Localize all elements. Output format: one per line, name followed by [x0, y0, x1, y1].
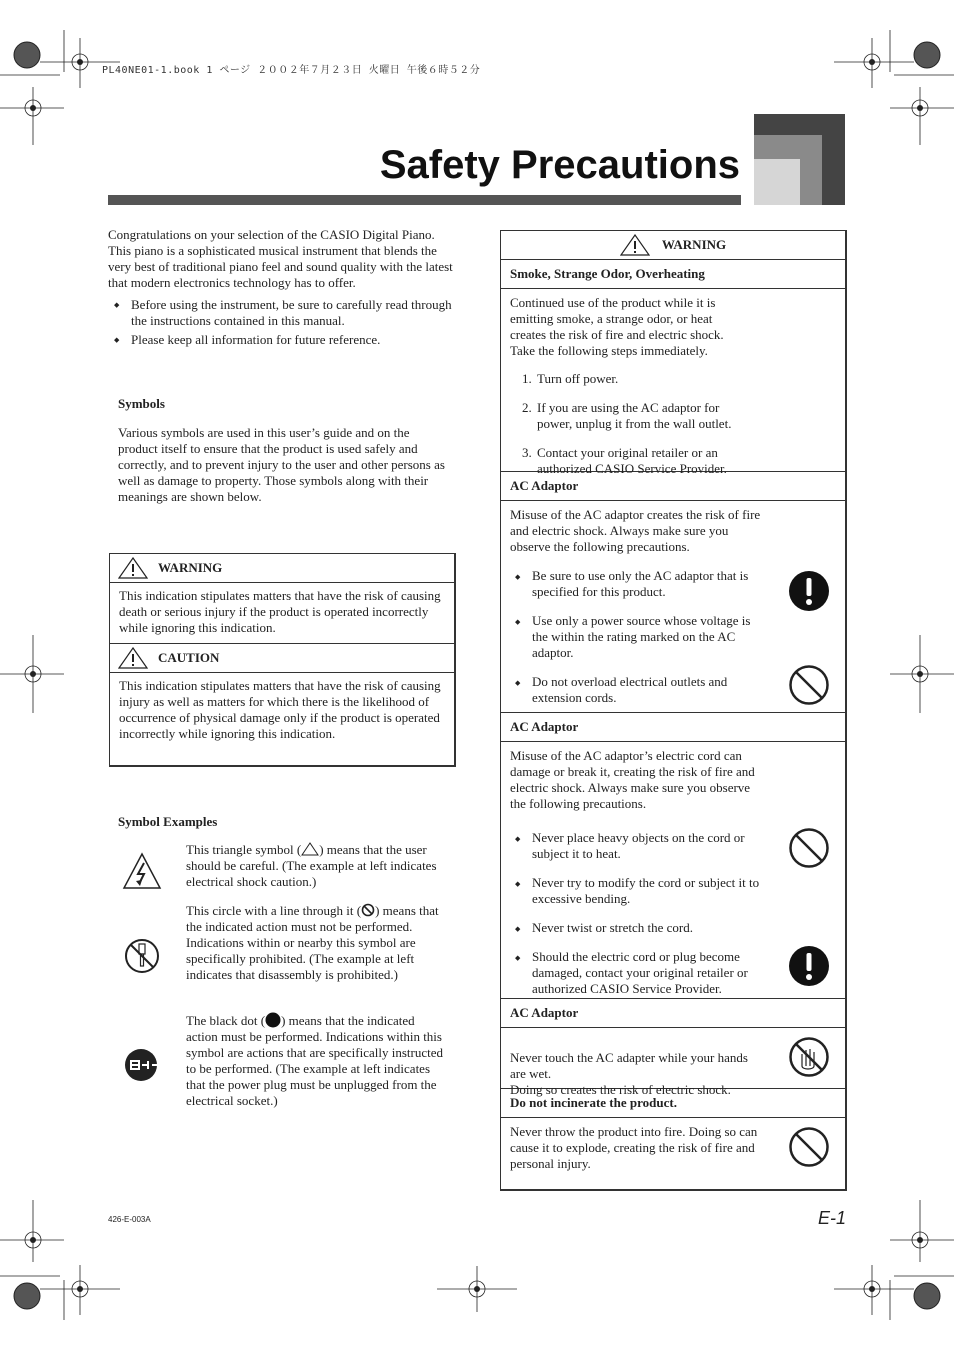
smoke-section-heading: Smoke, Strange Odor, Overheating [501, 260, 845, 289]
wet-hands-section-heading: AC Adaptor [501, 999, 845, 1028]
triangle-example-part1: This triangle symbol ( [186, 842, 302, 857]
triangle-example-part2: ) means that the user should be careful. (The example at left indicates electrical shock caution.) [186, 842, 437, 889]
incinerate-section-heading: Do not incinerate the product. [501, 1089, 845, 1118]
step-number: 3. [522, 445, 532, 460]
intro-bullet: ◆ Before using the instrument, be sure to carefully read through the instructions contained in this manual. [108, 297, 456, 329]
precaution-item: ◆ Never twist or stretch the cord. [510, 920, 762, 936]
smoke-section-text: Continued use of the product while it is emitting smoke, a strange odor, or heat creates the risk of fire and electric shock. Take the following steps immediately. [510, 295, 724, 358]
intro-paragraph: Congratulations on your selection of the CASIO Digital Piano. This piano is a sophisticated musical instrument that blends the very best of traditional piano feel and sound quality with the latest that modern electronics technology has to offer. [108, 227, 453, 290]
warning-label: WARNING [661, 237, 727, 252]
precaution-item: ◆ Do not overload electrical outlets and extension cords. [510, 674, 762, 706]
dot-example-part1: The black dot ( [186, 1013, 266, 1028]
caution-definition: This indication stipulates matters that have the risk of causing injury as well as matters for which there is the likelihood of occurrence of physical damage only if the product is operated incorrectly while ignoring this indication. [119, 678, 441, 741]
symbols-text: Various symbols are used in this user’s guide and on the product itself to ensure that the product is used safely and correctly, and to prevent injury to the user and other persons as well as damage to property. Those symbols along with their meanings are shown below. [118, 425, 445, 504]
page-title: Safety Precautions [379, 143, 740, 187]
precaution-item: ◆ Use only a power source whose voltage is the within the rating marked on the AC adaptor. [510, 613, 762, 661]
intro-bullet: ◆ Please keep all information for future reference. [108, 332, 456, 348]
circle-example-part2: ) means that the indicated action must not be performed. Indications within or nearby this symbol are specifically prohibited. (The example at left indicates that disassembly is prohibited.) [186, 903, 439, 982]
incinerate-section-text: Never throw the product into fire. Doing so can cause it to explode, creating the risk of fire and personal injury. [510, 1124, 758, 1171]
symbols-heading: Symbols [118, 396, 165, 411]
precaution-item: ◆ Should the electric cord or plug become damaged, contact your original retailer or authorized CASIO Service Provider. [510, 949, 762, 997]
warning-label: WARNING [158, 560, 223, 575]
document-code: 426-E-003A [108, 1215, 151, 1224]
wet-hands-section-text: Never touch the AC adapter while your hands are wet. Doing so creates the risk of electric shock. [510, 1050, 748, 1097]
precaution-item: ◆ Be sure to use only the AC adaptor that is specified for this product. [510, 568, 762, 600]
step-number: 2. [522, 400, 532, 415]
dot-example-part2: ) means that the indicated action must be performed. Indications within this symbol are actions that are specifically instructed to be performed. (The example at left indicates that the power plug must be unplugged from the electrical socket.) [186, 1013, 444, 1108]
symbol-examples-heading: Symbol Examples [118, 814, 218, 829]
step-text: Turn off power. [537, 371, 619, 386]
warning-definition: This indication stipulates matters that have the risk of causing death or serious injury if the product is operated incorrectly while ignoring this indication. [110, 583, 454, 644]
precaution-item: ◆ Never place heavy objects on the cord or subject it to heat. [510, 830, 762, 862]
step-text: If you are using the AC adaptor for power, unplug it from the wall outlet. [537, 400, 732, 431]
ac-adaptor-section-heading: AC Adaptor [501, 472, 845, 501]
book-meta-header: PL40NE01-1.book 1 ページ ２００２年７月２３日 火曜日 午後６時５２分 [102, 65, 481, 76]
step-text: Contact your original retailer or an authorized CASIO Service Provider. [537, 445, 727, 476]
precaution-item: ◆ Never try to modify the cord or subject it to excessive bending. [510, 875, 762, 907]
caution-label: CAUTION [158, 650, 220, 665]
circle-example-part1: This circle with a line through it ( [186, 903, 362, 918]
page-number: E-1 [817, 1208, 846, 1228]
step-number: 1. [522, 371, 532, 386]
ac-adaptor-cord-section-heading: AC Adaptor [501, 713, 845, 742]
ac-adaptor-cord-section-text: Misuse of the AC adaptor’s electric cord can damage or break it, creating the risk of fire and electric shock. Always make sure you observe the following precautions. [510, 748, 755, 811]
ac-adaptor-section-text: Misuse of the AC adaptor creates the risk of fire and electric shock. Always make sure you observe the following precautions. [510, 507, 761, 554]
